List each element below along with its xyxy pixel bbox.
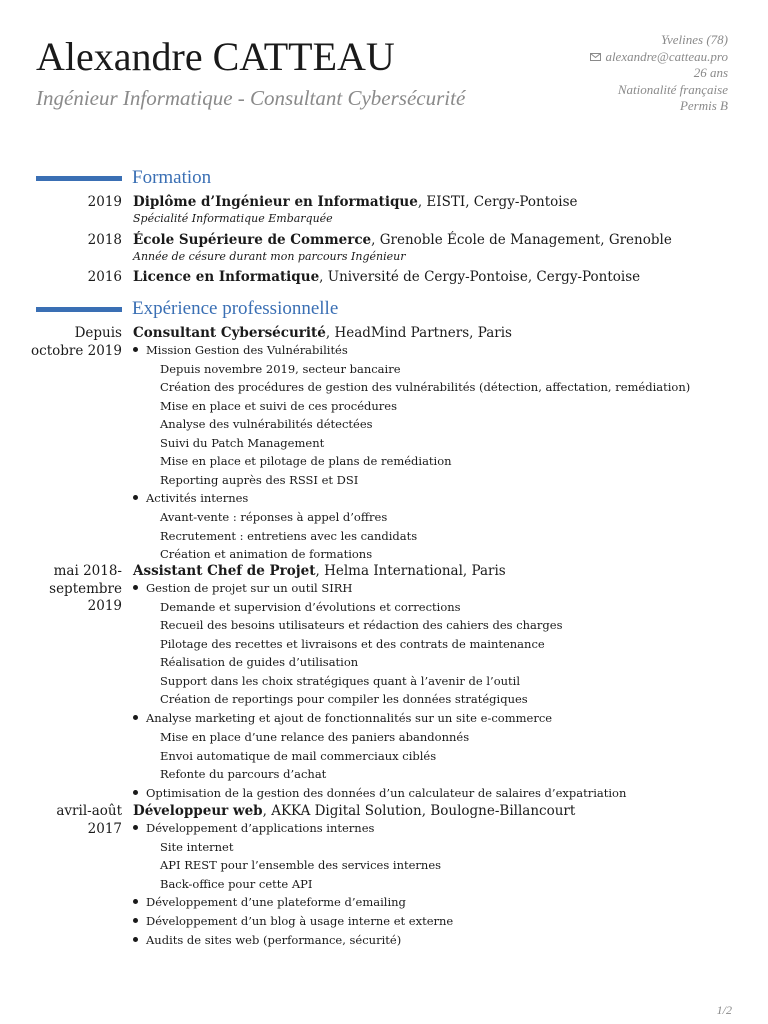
job-company: , AKKA Digital Solution, Boulogne-Billancourt [262,803,576,819]
age: 26 ans [693,65,728,80]
job-detail: Création et animation de formations [160,547,373,561]
section-title-experience: Expérience professionnelle [132,298,339,319]
job-date-line: mai 2018- [53,563,122,579]
job-detail: Suivi du Patch Management [160,435,325,450]
section-accent-bar [36,307,122,312]
bullet-text: Développement d’un blog à usage interne et externe [146,914,454,928]
job-title [133,803,575,821]
job-detail: Back-office pour cette API [160,876,313,891]
email-line[interactable] [468,49,728,66]
job-title [133,563,506,581]
job-detail: Création des procédures de gestion des vulnérabilités (détection, affectation, remédiation) [160,380,691,394]
bullet-text: Gestion de projet sur un outil SIRH [146,581,353,595]
job-date-line: avril-août [56,803,122,819]
job-dates [22,325,122,360]
job-detail: API REST pour l’ensemble des services internes [160,858,442,872]
entry-note: Spécialité Informatique Embarquée [133,212,333,225]
job-detail: Avant-vente : réponses à appel d’offres [160,510,388,524]
envelope-icon [590,53,601,61]
job-bullet [133,711,552,726]
bullet-icon [133,347,138,352]
job-bullet [133,343,348,358]
driving-license: Permis B [679,98,728,113]
job-detail: Site internet [160,839,234,854]
bullet-text: Optimisation de la gestion des données d’un calculateur de salaires d’expatriation [146,786,627,800]
bullet-icon [133,585,138,590]
degree-name: Diplôme d’Ingénieur en Informatique [133,194,418,210]
section-title-formation: Formation [132,167,212,188]
job-bullet [133,914,453,929]
job-detail: Pilotage des recettes et livraisons et des contrats de maintenance [160,636,545,651]
job-detail: Réalisation de guides d’utilisation [160,655,359,669]
job-bullet [133,786,626,801]
job-date-line: Depuis [74,325,122,341]
bullet-icon [133,790,138,795]
page-number: 1/2 [716,1003,732,1017]
entry-year: 2018 [87,232,122,248]
nationality: Nationalité française [617,81,728,97]
section-experience [0,299,768,321]
job-role: Développeur web [133,803,263,819]
entry-note: Année de césure durant mon parcours Ingénieur [133,250,406,263]
bullet-icon [133,715,138,720]
bullet-text: Développement d’applications internes [146,821,375,835]
job-dates [22,803,122,838]
job-detail: Analyse des vulnérabilités détectées [160,417,373,431]
job-bullet [133,895,406,910]
bullet-icon [133,937,138,942]
job-role: Assistant Chef de Projet [133,563,316,579]
job-detail: Support dans les choix stratégiques quant à l’avenir de l’outil [160,673,521,688]
bullet-icon [133,918,138,923]
bullet-icon [133,825,138,830]
job-detail: Recrutement : entretiens avec les candidats [160,528,418,543]
job-dates [22,563,122,616]
job-bullet [133,491,248,506]
job-bullet [133,933,401,948]
section-formation [0,168,768,190]
bullet-text: Développement d’une plateforme d’emailing [146,895,406,909]
job-detail: Envoi automatique de mail commerciaux ciblés [160,748,437,763]
school-details: , Grenoble École de Management, Grenoble [371,232,672,248]
job-detail: Refonte du parcours d’achat [160,767,327,781]
school-details: , EISTI, Cergy-Pontoise [417,194,578,210]
bullet-text: Activités internes [146,491,249,505]
job-bullet [133,821,374,836]
entry-year: 2016 [87,269,122,285]
contact-info [468,32,728,115]
bullet-icon [133,899,138,904]
entry-year: 2019 [87,194,122,210]
entry-title [133,194,578,212]
school-details: , Université de Cergy-Pontoise, Cergy-Pontoise [319,269,641,285]
job-detail: Mise en place d’une relance des paniers abandonnés [160,730,470,744]
email-address[interactable]: alexandre@catteau.pro [605,48,728,64]
job-bullet [133,581,352,596]
location: Yvelines (78) [660,32,728,47]
job-date-line: 2017 [87,820,122,837]
job-company: , HeadMind Partners, Paris [325,325,512,341]
job-date-line: septembre [49,580,122,597]
job-detail: Mise en place et pilotage de plans de remédiation [160,454,452,468]
bullet-text: Analyse marketing et ajout de fonctionnalités sur un site e-commerce [146,711,553,725]
job-detail: Mise en place et suivi de ces procédures [160,398,398,413]
bullet-icon [133,495,138,500]
job-detail: Recueil des besoins utilisateurs et rédaction des cahiers des charges [160,618,563,632]
job-title [133,325,512,343]
job-date-line: 2019 [87,598,122,614]
job-detail: Depuis novembre 2019, secteur bancaire [160,361,401,376]
degree-name: École Supérieure de Commerce [133,232,372,248]
degree-name: Licence en Informatique [133,269,320,285]
job-title: Ingénieur Informatique - Consultant Cybersécurité [36,86,466,110]
section-accent-bar [36,176,122,181]
job-company: , Helma International, Paris [315,563,506,579]
entry-title [133,232,672,250]
bullet-text: Audits de sites web (performance, sécurité) [146,933,402,947]
job-date-line: octobre 2019 [31,342,122,359]
bullet-text: Mission Gestion des Vulnérabilités [146,343,348,357]
entry-title [133,269,640,287]
job-detail: Création de reportings pour compiler les données stratégiques [160,692,528,706]
candidate-name: Alexandre CATTEAU [36,34,395,79]
job-role: Consultant Cybersécurité [133,325,326,341]
job-detail: Demande et supervision d’évolutions et corrections [160,599,461,614]
job-detail: Reporting auprès des RSSI et DSI [160,472,359,487]
